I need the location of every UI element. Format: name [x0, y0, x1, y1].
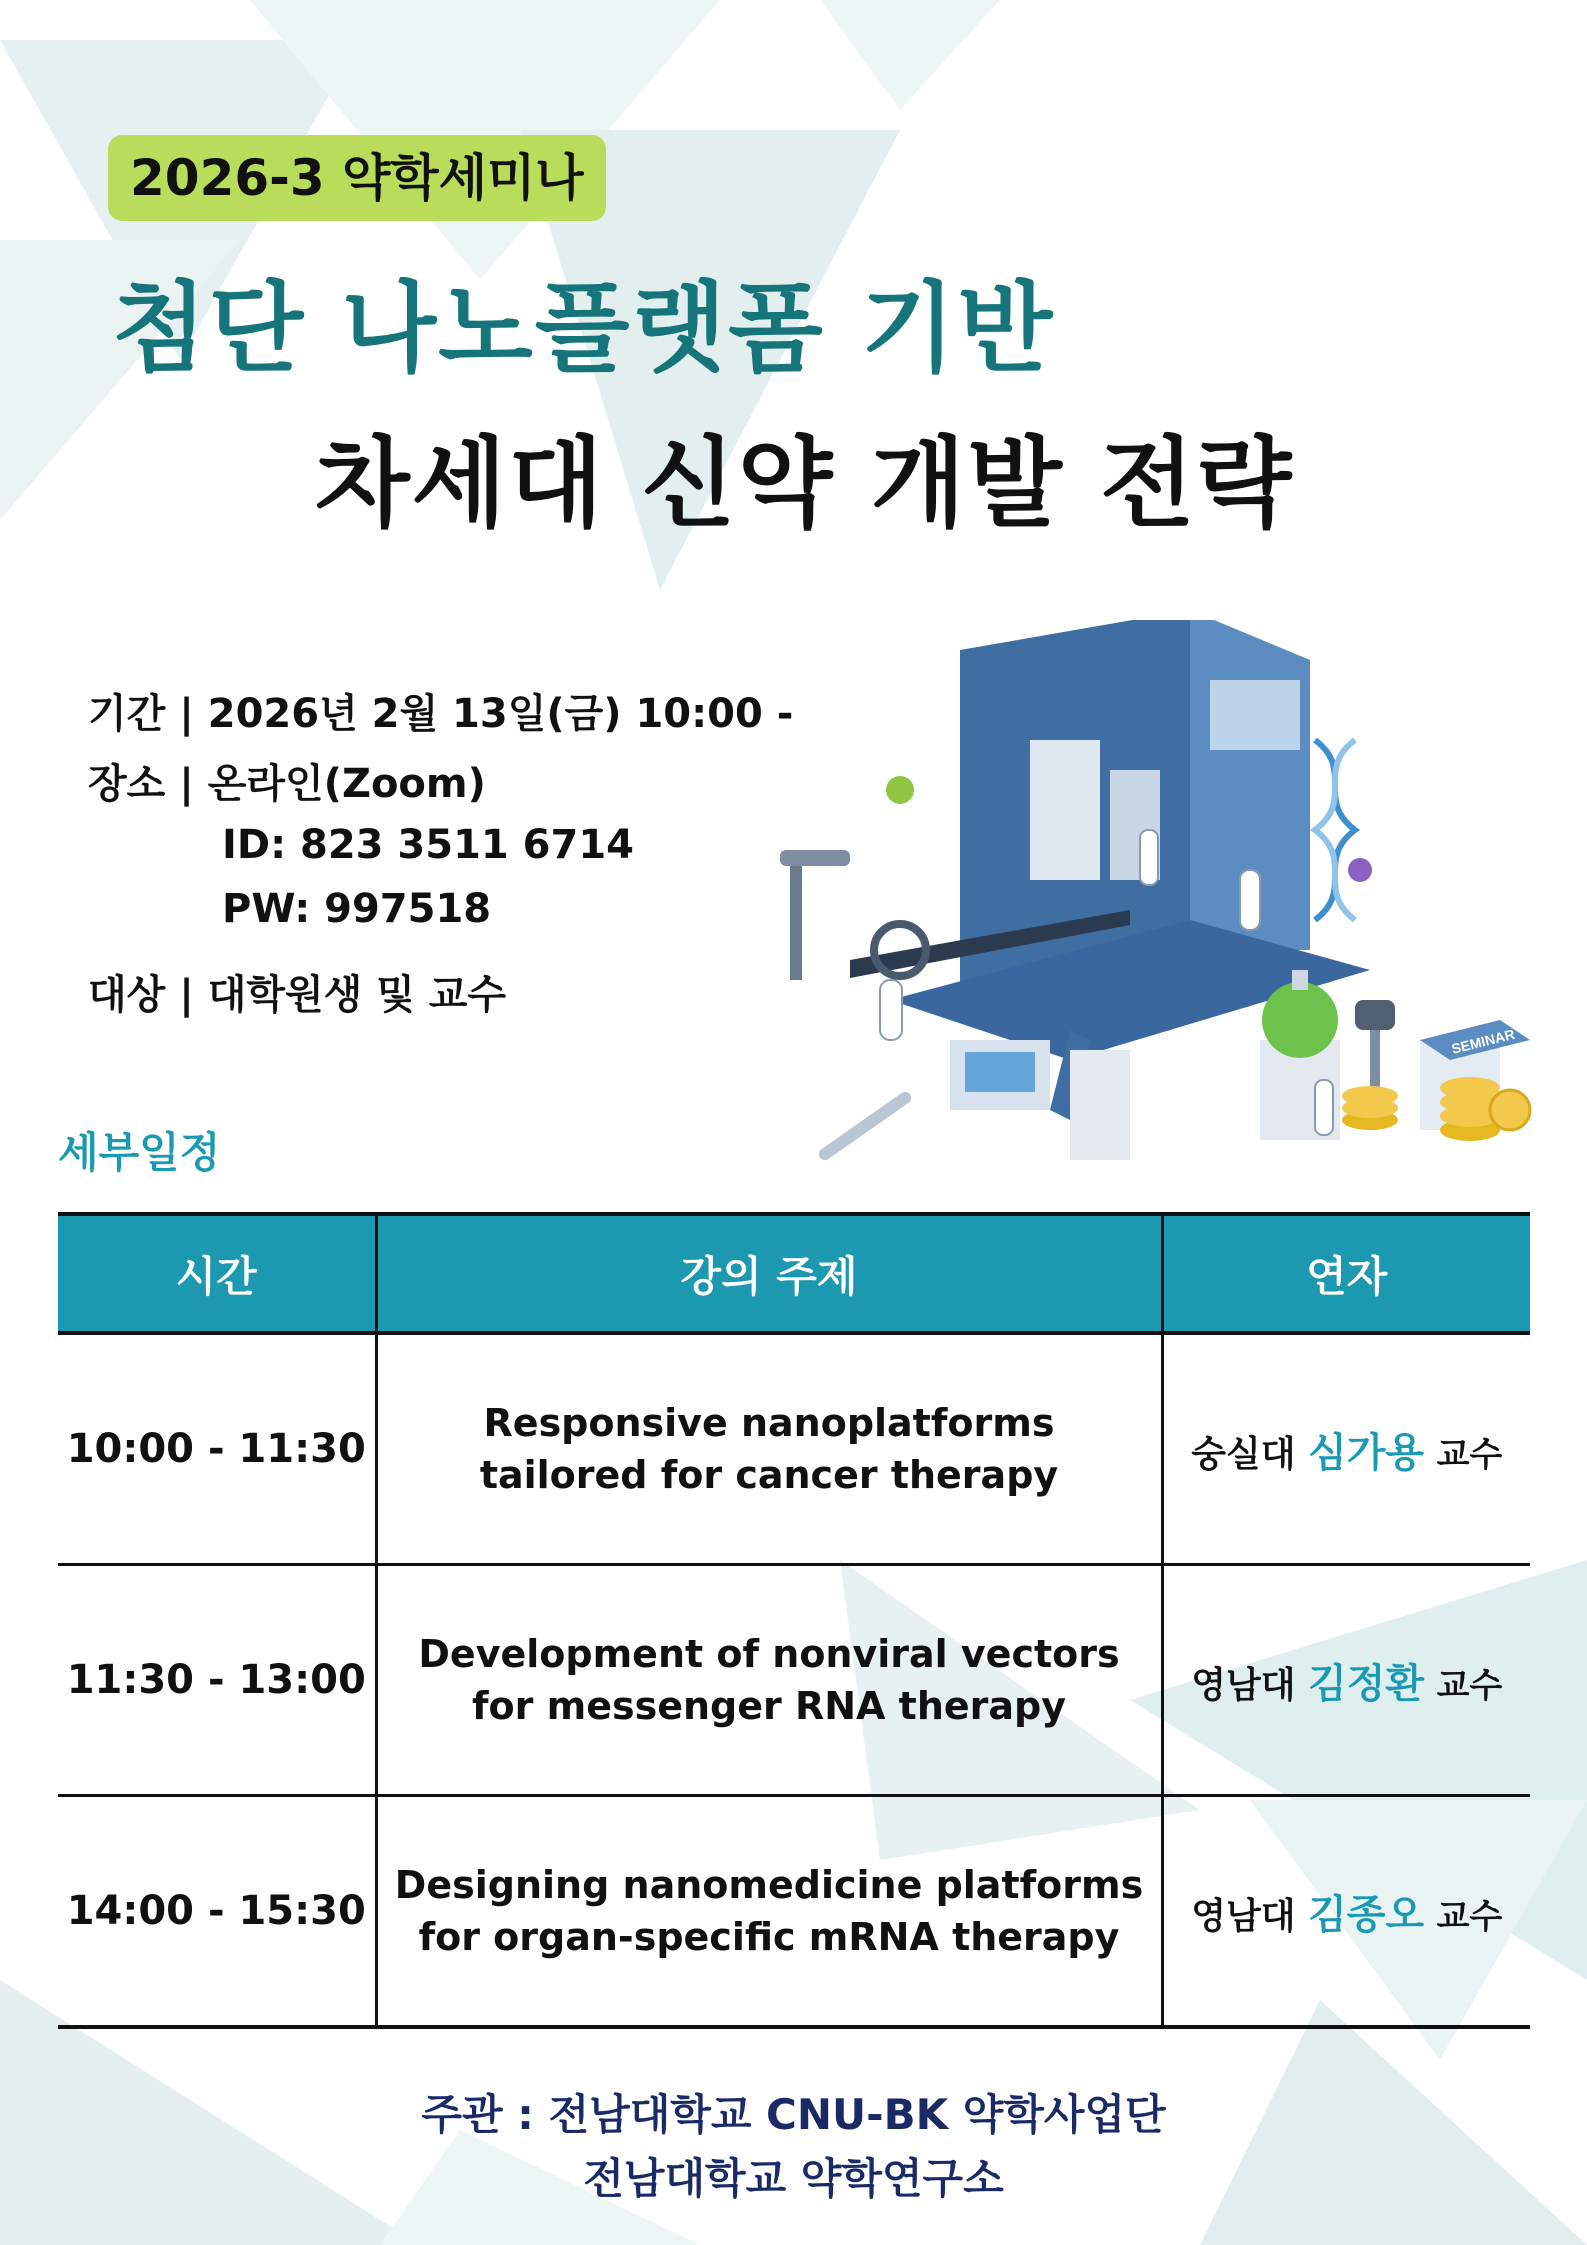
- speaker-title: 교수: [1436, 1434, 1503, 1475]
- session-time: 11:30 - 13:00: [58, 1565, 376, 1796]
- speaker-name: 김종오: [1308, 1891, 1425, 1938]
- schedule-table: [58, 1212, 1530, 2029]
- topic-line: Development of nonviral vectors: [418, 1632, 1120, 1676]
- session-speaker: [1162, 1565, 1530, 1796]
- topic-line: Designing nanomedicine platforms: [394, 1863, 1144, 1907]
- seminar-sign-text: SEMINAR: [1449, 1025, 1517, 1057]
- schedule-title: 세부일정: [58, 1128, 221, 1177]
- table-row: [58, 1796, 1530, 2028]
- session-time: 10:00 - 11:30: [58, 1333, 376, 1565]
- info-period: 기간 | 2026년 2월 13일(금) 10:00 -: [88, 691, 794, 737]
- info-place: 장소 | 온라인(Zoom): [88, 761, 486, 807]
- session-speaker: [1162, 1333, 1530, 1565]
- session-topic: [376, 1565, 1162, 1796]
- speaker-name: 김정환: [1308, 1660, 1425, 1707]
- speaker-affiliation: 영남대: [1191, 1664, 1296, 1706]
- session-time: 14:00 - 15:30: [58, 1796, 376, 2028]
- organizer-line1: 주관 : 전남대학교 CNU-BK 약학사업단: [421, 2090, 1166, 2139]
- page-title-line2: 차세대 신약 개발 전략: [315, 427, 1294, 541]
- seminar-badge: 2026-3 약학세미나: [108, 135, 606, 221]
- speaker-title: 교수: [1436, 1896, 1503, 1937]
- topic-line: for organ-specific mRNA therapy: [418, 1915, 1120, 1959]
- info-zoom-id: ID: 823 3511 6714: [222, 822, 635, 868]
- header-speaker: 연자: [1162, 1214, 1530, 1333]
- session-speaker: [1162, 1796, 1530, 2028]
- table-row: [58, 1333, 1530, 1565]
- header-topic: 강의 주제: [376, 1214, 1162, 1333]
- organizer-line2: 전남대학교 약학연구소: [583, 2154, 1004, 2203]
- topic-line: tailored for cancer therapy: [479, 1453, 1059, 1497]
- speaker-affiliation: 숭실대: [1191, 1433, 1296, 1475]
- lab-illustration: [770, 620, 1550, 1180]
- page-title-line1: 첨단 나노플랫폼 기반: [112, 272, 1055, 386]
- header-time: 시간: [58, 1214, 376, 1333]
- speaker-title: 교수: [1436, 1665, 1503, 1706]
- schedule-header-row: [58, 1214, 1530, 1333]
- speaker-affiliation: 영남대: [1191, 1895, 1296, 1937]
- speaker-name: 심가용: [1308, 1429, 1425, 1476]
- session-topic: [376, 1333, 1162, 1565]
- info-zoom-pw: PW: 997518: [222, 886, 492, 932]
- table-row: [58, 1565, 1530, 1796]
- info-audience: 대상 | 대학원생 및 교수: [88, 972, 507, 1018]
- topic-line: Responsive nanoplatforms: [483, 1401, 1055, 1445]
- session-topic: [376, 1796, 1162, 2028]
- topic-line: for messenger RNA therapy: [471, 1684, 1067, 1728]
